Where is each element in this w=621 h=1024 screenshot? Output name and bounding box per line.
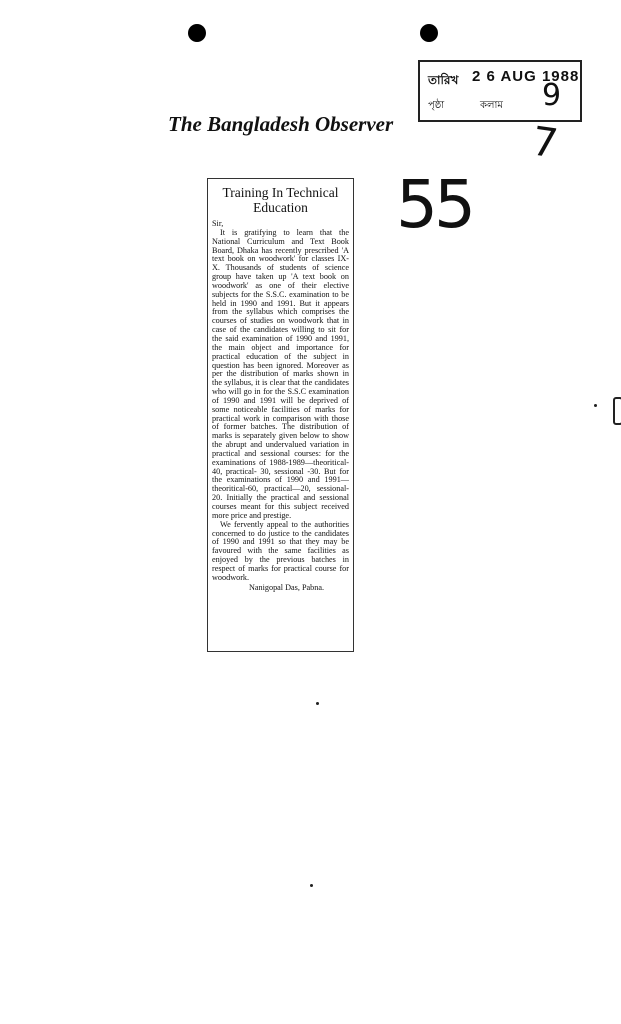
stamp-column-label: কলাম: [480, 100, 503, 111]
edge-mark: [613, 397, 621, 425]
stamp-column-number: 9: [542, 78, 562, 113]
speck: [310, 884, 313, 887]
headline-line-1: Training In Technical: [222, 185, 339, 200]
handwritten-number-upper: 7: [528, 118, 561, 168]
letter-paragraph-1: It is gratifying to learn that the National Curriculum and Text Book Board, Dhaka has recently prescribed 'A text book on woodwork' for classes IX-X. Thousands of students of science group have taken up 'A text book on woodwork' as one of their elective subjects for the S.S.C. examination to be held in 1990 and 1991. But it appears from the syllabus which comprises the courses of studies on woodwork that in case of the candidates willing to sit for the said examination of 1990 and 1991, the main object and importance for practical education of the subject in question has been ignored. Moreover as per the distribution of marks shown in the syllabus, it is clear that the candidates who will go in for the S.S.C examination of 1990 and 1991 will be deprived of some noticeable facilities of marks for practical work in comparison with those of former batches. The distribution of marks is separately given below to show the abrupt and undervalued variation in practical and sessional courses: for the examinations of 1988-1989—theoritical- 40, practical- 30, sessional -30. But for the examinations of 1990 and 1991—theoritical-60, practical—20, sessional-20. Initially the practical and sessional courses meant for this subject received more price and prestige.: [212, 227, 349, 520]
letter-signature: Nanigopal Das, Pabna.: [248, 582, 325, 592]
date-stamp: [418, 60, 582, 122]
speck: [316, 702, 319, 705]
stamp-date-label: তারিখ: [428, 73, 459, 87]
newspaper-clipping: [207, 178, 354, 652]
handwritten-number-large: 55: [396, 166, 472, 243]
headline-line-2: Education: [253, 200, 308, 215]
letter-body: [208, 215, 353, 592]
punch-hole-left: [188, 24, 206, 42]
punch-hole-right: [420, 24, 438, 42]
stamp-date: 2 6 AUG 1988: [472, 68, 580, 85]
newspaper-masthead: The Bangladesh Observer: [168, 112, 394, 136]
letter-salutation: Sir,: [212, 219, 224, 228]
speck: [594, 404, 597, 407]
stamp-page-label: পৃষ্ঠা: [428, 100, 445, 111]
letter-headline: [208, 179, 353, 215]
letter-paragraph-2: We fervently appeal to the authorities concerned to do justice to the candidates of 1990 and 1991 so that they may be favoured with the same facilities as enjoyed by the previous batches in respect of marks for practical course for woodwork.: [212, 519, 349, 582]
